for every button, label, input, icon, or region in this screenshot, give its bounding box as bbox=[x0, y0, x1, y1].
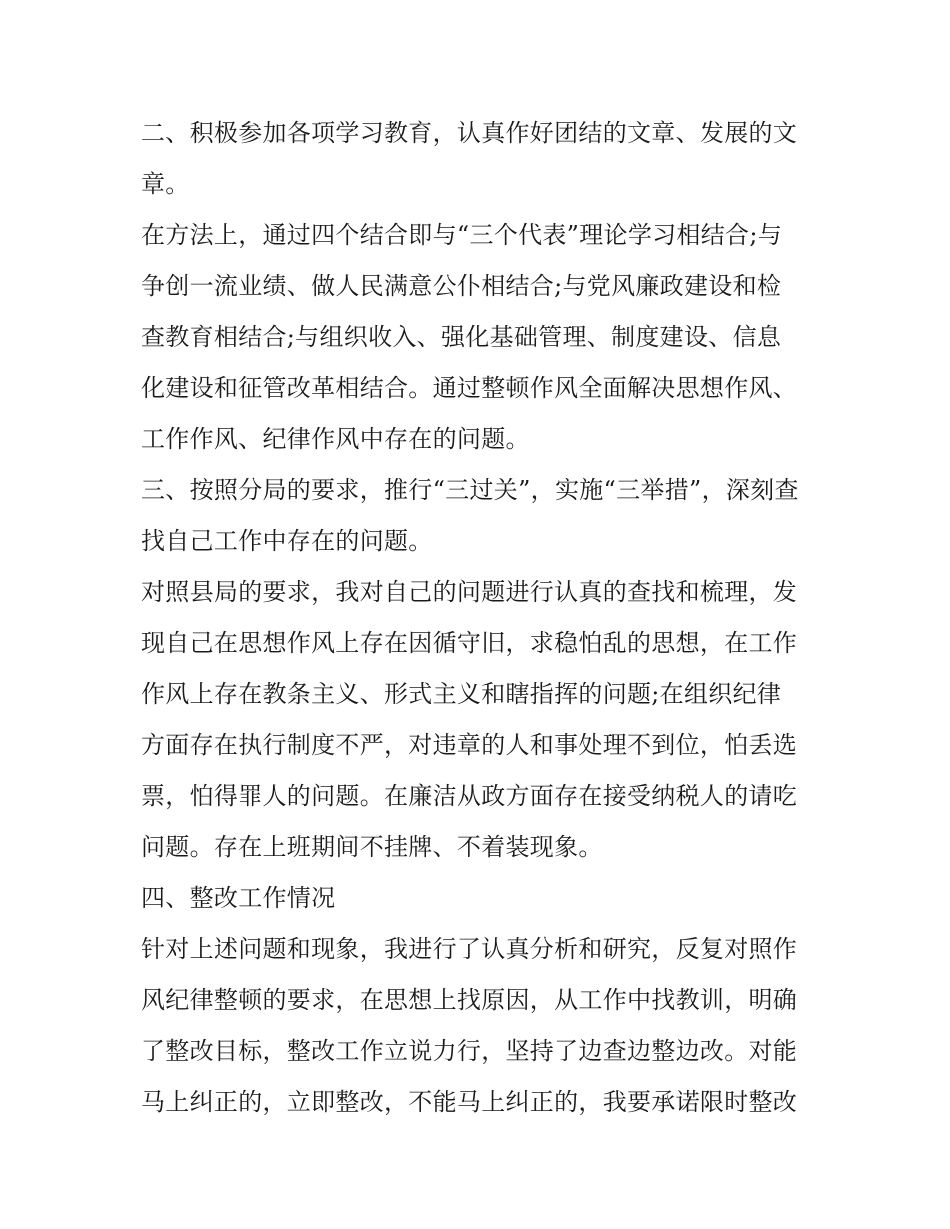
text-line: 争创一流业绩、做人民满意公仆相结合;与党风廉政建设和检 bbox=[141, 272, 782, 300]
text-line: 方面存在执行制度不严，对违章的人和事处理不到位，怕丢选 bbox=[141, 731, 798, 759]
text-line: 作风上存在教条主义、形式主义和瞎指挥的问题;在组织纪律 bbox=[141, 680, 782, 708]
text-line: 在方法上，通过四个结合即与“三个代表”理论学习相结合;与 bbox=[141, 221, 783, 249]
text-line: 找自己工作中存在的问题。 bbox=[141, 527, 433, 555]
text-line: 问题。存在上班期间不挂牌、不着装现象。 bbox=[141, 833, 603, 861]
text-line: 化建设和征管改革相结合。通过整顿作风全面解决思想作风、 bbox=[141, 374, 798, 402]
text-line: 四、整改工作情况 bbox=[141, 884, 336, 912]
text-line: 现自己在思想作风上存在因循守旧，求稳怕乱的思想，在工作 bbox=[141, 629, 798, 657]
text-line: 马上纠正的，立即整改，不能马上纠正的，我要承诺限时整改 bbox=[141, 1088, 798, 1116]
text-line: 票，怕得罪人的问题。在廉洁从政方面存在接受纳税人的请吃 bbox=[141, 782, 798, 810]
text-line: 章。 bbox=[141, 170, 190, 198]
text-line: 风纪律整顿的要求，在思想上找原因，从工作中找教训，明确 bbox=[141, 986, 798, 1014]
text-line: 了整改目标，整改工作立说力行，坚持了边查边整边改。对能 bbox=[141, 1037, 798, 1065]
text-line: 针对上述问题和现象，我进行了认真分析和研究，反复对照作 bbox=[141, 935, 798, 963]
text-line: 三、按照分局的要求，推行“三过关”，实施“三举措”，深刻查 bbox=[141, 476, 799, 504]
document-body bbox=[141, 108, 821, 1128]
text-line: 对照县局的要求，我对自己的问题进行认真的查找和梳理，发 bbox=[141, 578, 798, 606]
text-line: 工作作风、纪律作风中存在的问题。 bbox=[141, 425, 530, 453]
text-line: 二、积极参加各项学习教育，认真作好团结的文章、发展的文 bbox=[141, 119, 798, 147]
text-line: 查教育相结合;与组织收入、强化基础管理、制度建设、信息 bbox=[141, 323, 782, 351]
